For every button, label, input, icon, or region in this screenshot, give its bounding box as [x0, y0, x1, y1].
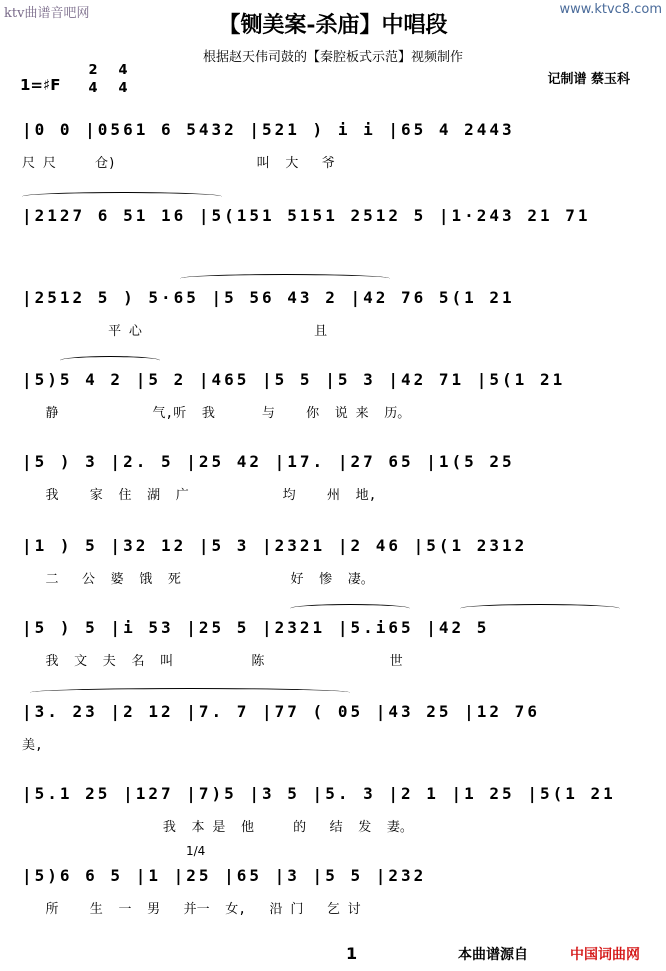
row-notes: |5 ) 5 |i 53 |25 5 |2321 |5.i65 |42 5 [22, 618, 490, 637]
row-notes: |0 0 |0561 6 5432 |521 ) i i |65 4 2443 [22, 120, 515, 139]
score-row-10 [0, 844, 666, 948]
meter-4-4 [116, 62, 130, 98]
row-notes: |2127 6 51 16 |5(151 5151 2512 5 |1·243 21 71 [22, 206, 591, 225]
row-notes: |1 ) 5 |32 12 |5 3 |2321 |2 46 |5(1 2312 [22, 536, 528, 555]
repeat-mark: 1/4 [186, 844, 206, 858]
score-title: 【铡美案-杀庙】中唱段 [218, 12, 448, 38]
row-lyrics: 平 心 且 [22, 324, 328, 339]
row-notes: |5.1 25 |127 |7)5 |3 5 |5. 3 |2 1 |1 25 |5(1 21 [22, 784, 616, 803]
score-row-8 [0, 702, 666, 784]
row-notes: |5)6 6 5 |1 |25 |65 |3 |5 5 |232 [22, 866, 427, 885]
slur [22, 192, 222, 201]
page-number: 1 [346, 944, 358, 963]
meter-2-4-bottom: 4 [88, 81, 98, 96]
score-row-9 [0, 784, 666, 866]
row-notes: |5 ) 3 |2. 5 |25 42 |17. |27 65 |1(5 25 [22, 452, 515, 471]
row-notes: |3. 23 |2 12 |7. 7 |77 ( 05 |43 25 |12 76 [22, 702, 540, 721]
source-site: 中国词曲网 [570, 947, 640, 963]
row-lyrics: 我 文 夫 名 叫 陈 世 [22, 654, 403, 669]
transcriber-credit: 记制谱 蔡玉科 [547, 72, 630, 87]
meter-2-4 [86, 62, 100, 98]
slur [290, 604, 410, 613]
score-subtitle: 根据赵天伟司鼓的【秦腔板式示范】视频制作 [202, 50, 463, 65]
row-lyrics: 美, [22, 738, 43, 753]
row-notes: |2512 5 ) 5·65 |5 56 43 2 |42 76 5(1 21 [22, 288, 515, 307]
score-row-5 [0, 452, 666, 534]
source-label: 本曲谱源自 [458, 947, 528, 963]
row-lyrics: 静 气,听 我 与 你 说 来 历。 [22, 406, 411, 421]
score-row-4 [0, 370, 666, 452]
watermark-right: www.ktvc8.com [559, 2, 662, 17]
watermark-left: ktv曲谱音吧网 [4, 6, 90, 21]
row-lyrics: 所 生 一 男 并一 女, 沿 门 乞 讨 [22, 902, 361, 917]
meter-2-4-top: 2 [88, 63, 98, 78]
slur [180, 274, 390, 283]
meter-4-4-top: 4 [118, 63, 128, 78]
key-signature: 1=♯F [20, 76, 61, 94]
row-lyrics: 我 本 是 他 的 结 发 妻。 [22, 820, 413, 835]
row-lyrics: 二 公 婆 饿 死 好 惨 凄。 [22, 572, 374, 587]
slur [460, 604, 620, 613]
meter-4-4-bottom: 4 [118, 81, 128, 96]
score-row-1 [0, 120, 666, 202]
row-lyrics: 我 家 住 湖 广 均 州 地, [22, 488, 377, 503]
slur [60, 356, 160, 365]
row-lyrics: 尺 尺 仓) 叫 大 爷 [22, 156, 335, 171]
row-notes: |5)5 4 2 |5 2 |465 |5 5 |5 3 |42 71 |5(1 21 [22, 370, 566, 389]
slur [30, 688, 350, 697]
score-row-7 [0, 618, 666, 700]
